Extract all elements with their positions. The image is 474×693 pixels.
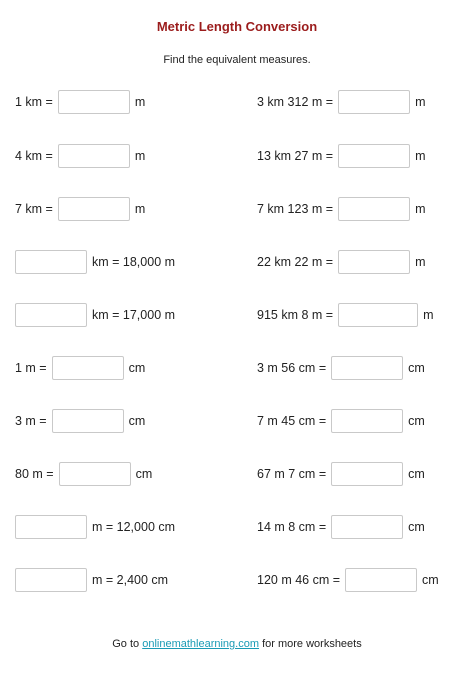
question-prompt: 915 km 8 m = bbox=[257, 308, 334, 322]
question-unit: m bbox=[415, 149, 426, 163]
question-row bbox=[15, 567, 168, 593]
question-row bbox=[257, 143, 426, 169]
question-unit: cm bbox=[128, 361, 146, 375]
question-row bbox=[15, 355, 145, 381]
question-row bbox=[257, 196, 426, 222]
question-row bbox=[15, 196, 145, 222]
answer-input[interactable] bbox=[58, 197, 130, 221]
question-row bbox=[15, 89, 145, 115]
question-row bbox=[257, 249, 426, 275]
question-row bbox=[257, 302, 434, 328]
question-prompt: 1 km = bbox=[15, 95, 53, 109]
answer-input[interactable] bbox=[331, 356, 403, 380]
question-row bbox=[257, 355, 425, 381]
question-prompt: 14 m 8 cm = bbox=[257, 520, 327, 534]
question-unit: m bbox=[415, 95, 426, 109]
footer-prefix: Go to bbox=[112, 638, 140, 650]
question-equation: m = 12,000 cm bbox=[92, 520, 176, 534]
question-prompt: 120 m 46 cm = bbox=[257, 573, 341, 587]
question-unit: cm bbox=[408, 361, 425, 375]
question-unit: cm bbox=[408, 520, 425, 534]
question-prompt: 3 m = bbox=[15, 414, 47, 428]
question-prompt: 1 m = bbox=[15, 361, 47, 375]
answer-input[interactable] bbox=[15, 568, 87, 592]
answer-input[interactable] bbox=[59, 462, 131, 486]
answer-input[interactable] bbox=[338, 144, 410, 168]
question-row bbox=[257, 514, 425, 540]
footer-suffix: for more worksheets bbox=[262, 638, 362, 650]
question-row bbox=[257, 89, 426, 115]
question-prompt: 80 m = bbox=[15, 467, 54, 481]
question-prompt: 7 m 45 cm = bbox=[257, 414, 327, 428]
instructions: Find the equivalent measures. bbox=[163, 54, 311, 66]
answer-input[interactable] bbox=[58, 144, 130, 168]
answer-input[interactable] bbox=[15, 250, 87, 274]
question-row bbox=[257, 461, 425, 487]
question-unit: cm bbox=[408, 414, 425, 428]
answer-input[interactable] bbox=[345, 568, 417, 592]
question-unit: m bbox=[134, 149, 146, 163]
question-row bbox=[15, 143, 145, 169]
answer-input[interactable] bbox=[338, 250, 410, 274]
question-unit: cm bbox=[422, 573, 439, 587]
question-row bbox=[15, 408, 145, 434]
answer-input[interactable] bbox=[338, 197, 410, 221]
worksheet-site-link[interactable]: onlinemathlearning.com bbox=[142, 638, 260, 650]
answer-input[interactable] bbox=[52, 356, 124, 380]
question-unit: m bbox=[134, 202, 146, 216]
question-equation: m = 2,400 cm bbox=[92, 573, 169, 587]
question-unit: cm bbox=[128, 414, 146, 428]
answer-input[interactable] bbox=[338, 303, 418, 327]
question-row bbox=[15, 514, 175, 540]
question-row bbox=[257, 408, 425, 434]
answer-input[interactable] bbox=[338, 90, 410, 114]
page-title: Metric Length Conversion bbox=[156, 19, 318, 34]
answer-input[interactable] bbox=[52, 409, 124, 433]
footer bbox=[0, 638, 474, 650]
question-unit: m bbox=[423, 308, 434, 322]
question-prompt: 67 m 7 cm = bbox=[257, 467, 327, 481]
question-row bbox=[257, 567, 439, 593]
question-prompt: 4 km = bbox=[15, 149, 53, 163]
question-unit: m bbox=[134, 95, 146, 109]
question-unit: m bbox=[415, 255, 426, 269]
question-prompt: 3 km 312 m = bbox=[257, 95, 334, 109]
answer-input[interactable] bbox=[58, 90, 130, 114]
question-equation: km = 17,000 m bbox=[92, 308, 176, 322]
question-equation: km = 18,000 m bbox=[92, 255, 176, 269]
question-unit: m bbox=[415, 202, 426, 216]
question-prompt: 13 km 27 m = bbox=[257, 149, 334, 163]
question-row bbox=[15, 249, 175, 275]
answer-input[interactable] bbox=[331, 462, 403, 486]
question-row bbox=[15, 302, 175, 328]
answer-input[interactable] bbox=[331, 515, 403, 539]
answer-input[interactable] bbox=[15, 515, 87, 539]
question-prompt: 7 km = bbox=[15, 202, 53, 216]
answer-input[interactable] bbox=[331, 409, 403, 433]
question-unit: cm bbox=[135, 467, 153, 481]
answer-input[interactable] bbox=[15, 303, 87, 327]
question-prompt: 22 km 22 m = bbox=[257, 255, 334, 269]
question-prompt: 3 m 56 cm = bbox=[257, 361, 327, 375]
question-unit: cm bbox=[408, 467, 425, 481]
question-row bbox=[15, 461, 152, 487]
question-prompt: 7 km 123 m = bbox=[257, 202, 334, 216]
